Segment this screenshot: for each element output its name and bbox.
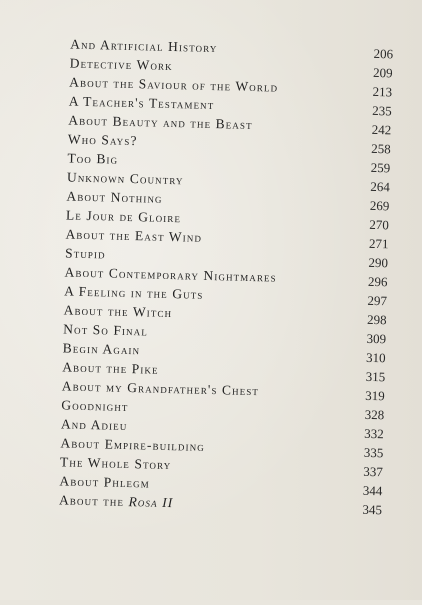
toc-entry-title: The Whole Story — [59, 454, 172, 473]
toc-entry-page: 269 — [369, 197, 390, 214]
toc-entry-title: Detective Work — [69, 55, 173, 74]
toc-entry-title-roman: About the — [58, 492, 125, 509]
toc-entry-title — [59, 492, 174, 511]
toc-entry-title: A Teacher's Testament — [68, 93, 215, 113]
toc-entry-page: 296 — [367, 273, 388, 290]
toc-entry-title: Stupid — [64, 245, 106, 262]
toc-entry-title-italic: Rosa II — [128, 494, 174, 511]
toc-entry-title: Not So Final — [63, 321, 149, 339]
toc-entry-page: 337 — [363, 463, 384, 480]
toc-entry-title: About the Pike — [62, 359, 159, 377]
toc-entry-page: 319 — [365, 387, 385, 404]
toc-entry-page: 242 — [371, 121, 392, 138]
toc-entry-page: 209 — [372, 64, 393, 81]
toc-entry-page: 235 — [371, 102, 392, 119]
toc-entry-title: Who Says? — [67, 131, 138, 149]
toc-entry-page: 258 — [371, 140, 391, 157]
toc-entry-title: About Nothing — [66, 188, 163, 206]
toc-entry-title: And Artificial History — [70, 36, 218, 56]
toc-entry-page: 270 — [369, 216, 390, 233]
toc-entry-page: 344 — [362, 482, 383, 499]
toc-entry-page: 271 — [368, 235, 389, 252]
toc-entry-page: 298 — [366, 311, 387, 328]
toc-entry-title: Too Big — [67, 150, 119, 167]
toc-entry-page: 259 — [370, 159, 391, 176]
toc-entry-page: 290 — [368, 254, 389, 271]
toc-entry-page: 206 — [373, 45, 394, 62]
toc-entry-title: About Contemporary Nightmares — [64, 264, 277, 285]
toc-entry-title: About Beauty and the Beast — [68, 112, 253, 132]
toc-entry-page: 328 — [364, 406, 385, 423]
toc-entry-title: About Phlegm — [59, 473, 151, 491]
toc-entry-title: Goodnight — [61, 397, 129, 415]
toc-entry-title: About my Grandfather's Chest — [61, 378, 260, 399]
toc-entry-page: 345 — [362, 501, 383, 518]
toc-entry-title: A Feeling in the Guts — [63, 283, 204, 302]
toc-entry-title: Unknown Country — [66, 169, 184, 188]
toc-entry-page: 297 — [367, 292, 388, 309]
toc-entry-title: About the Witch — [63, 302, 173, 321]
toc-entry-title: About the East Wind — [65, 226, 203, 245]
toc-entry-page: 332 — [364, 425, 384, 442]
toc-entry-title: Le Jour de Gloire — [65, 207, 182, 226]
toc-entry-page: 264 — [370, 178, 391, 195]
toc-entry-title: And Adieu — [60, 416, 128, 434]
toc-entry-title: About the Saviour of the World — [69, 74, 279, 95]
toc-entry-title: Begin Again — [62, 340, 141, 358]
toc-entry-page: 315 — [365, 368, 386, 385]
toc-entry-title: About Empire-building — [60, 435, 206, 454]
toc-entry-page: 213 — [372, 83, 393, 100]
toc-entry-page: 309 — [366, 330, 387, 347]
toc-entry-page: 310 — [365, 349, 386, 366]
toc-entry-page: 335 — [363, 444, 384, 461]
